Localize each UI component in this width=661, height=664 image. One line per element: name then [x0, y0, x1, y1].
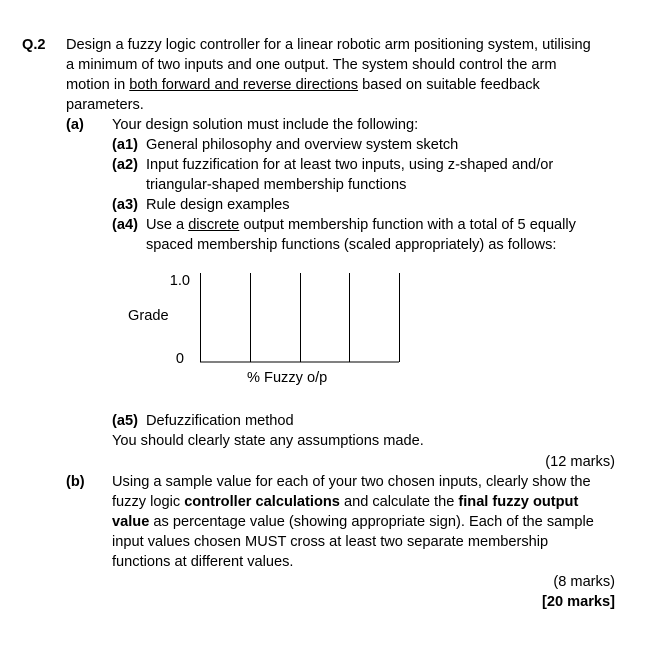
total-marks: [20 marks] — [541, 594, 615, 610]
a1-text: General philosophy and overview system sketch — [146, 137, 459, 153]
a5-text: Defuzzification method — [146, 413, 294, 429]
y-top-label: 1.0 — [169, 273, 190, 289]
a3-text: Rule design examples — [146, 197, 290, 213]
part-b-bold-2: final fuzzy output — [458, 494, 579, 510]
part-b-line-5: functions at different values. — [112, 554, 294, 570]
a4-label: (a4) — [112, 217, 138, 233]
part-b-line-4: input values chosen MUST cross at least two separate membership — [112, 534, 549, 550]
a4-text-line-2: spaced membership functions (scaled appropriately) as follows: — [146, 237, 557, 253]
part-b-bold-3: value — [112, 514, 150, 530]
intro-line-2: a minimum of two inputs and one output. The system should control the arm — [66, 57, 557, 73]
intro-line-1: Design a fuzzy logic controller for a linear robotic arm positioning system, utilising — [66, 37, 591, 53]
part-a-label: (a) — [66, 117, 84, 133]
x-axis-label: % Fuzzy o/p — [247, 370, 328, 386]
part-b-line-2-mid: and calculate the — [339, 494, 459, 510]
question-number: Q.2 — [22, 37, 46, 53]
part-b-line-3 — [112, 512, 594, 532]
part-b-line-3-post: as percentage value (showing appropriate sign). Each of the sample — [149, 514, 594, 530]
a4-underline: discrete — [188, 217, 240, 233]
part-b-bold-1: controller calculations — [184, 494, 340, 510]
intro-line-3-pre: motion in — [66, 77, 130, 93]
a1-label: (a1) — [112, 137, 138, 153]
a5-label: (a5) — [112, 413, 138, 429]
part-a-marks: (12 marks) — [545, 454, 615, 470]
a3-label: (a3) — [112, 197, 138, 213]
a2-label: (a2) — [112, 157, 138, 173]
assumptions-text: You should clearly state any assumptions made. — [112, 433, 424, 449]
part-b-line-2 — [112, 492, 578, 512]
intro-underline: both forward and reverse directions — [129, 77, 359, 93]
a2-text-line-1: Input fuzzification for at least two inputs, using z-shaped and/or — [146, 157, 554, 173]
part-b-label: (b) — [66, 474, 85, 490]
intro-line-3-post: based on suitable feedback — [358, 77, 540, 93]
part-b-marks: (8 marks) — [553, 574, 615, 590]
y-axis-label: Grade — [128, 308, 169, 324]
intro-line-4: parameters. — [66, 97, 144, 113]
part-a-intro: Your design solution must include the following: — [112, 117, 419, 133]
a4-pre: Use a — [146, 217, 189, 233]
a2-text-line-2: triangular-shaped membership functions — [146, 177, 407, 193]
part-b-line-1: Using a sample value for each of your two chosen inputs, clearly show the — [112, 474, 591, 490]
y-bottom-label: 0 — [175, 351, 184, 367]
a4-post: output membership function with a total of 5 equally — [239, 217, 576, 233]
part-b-line-2-pre: fuzzy logic — [112, 494, 185, 510]
